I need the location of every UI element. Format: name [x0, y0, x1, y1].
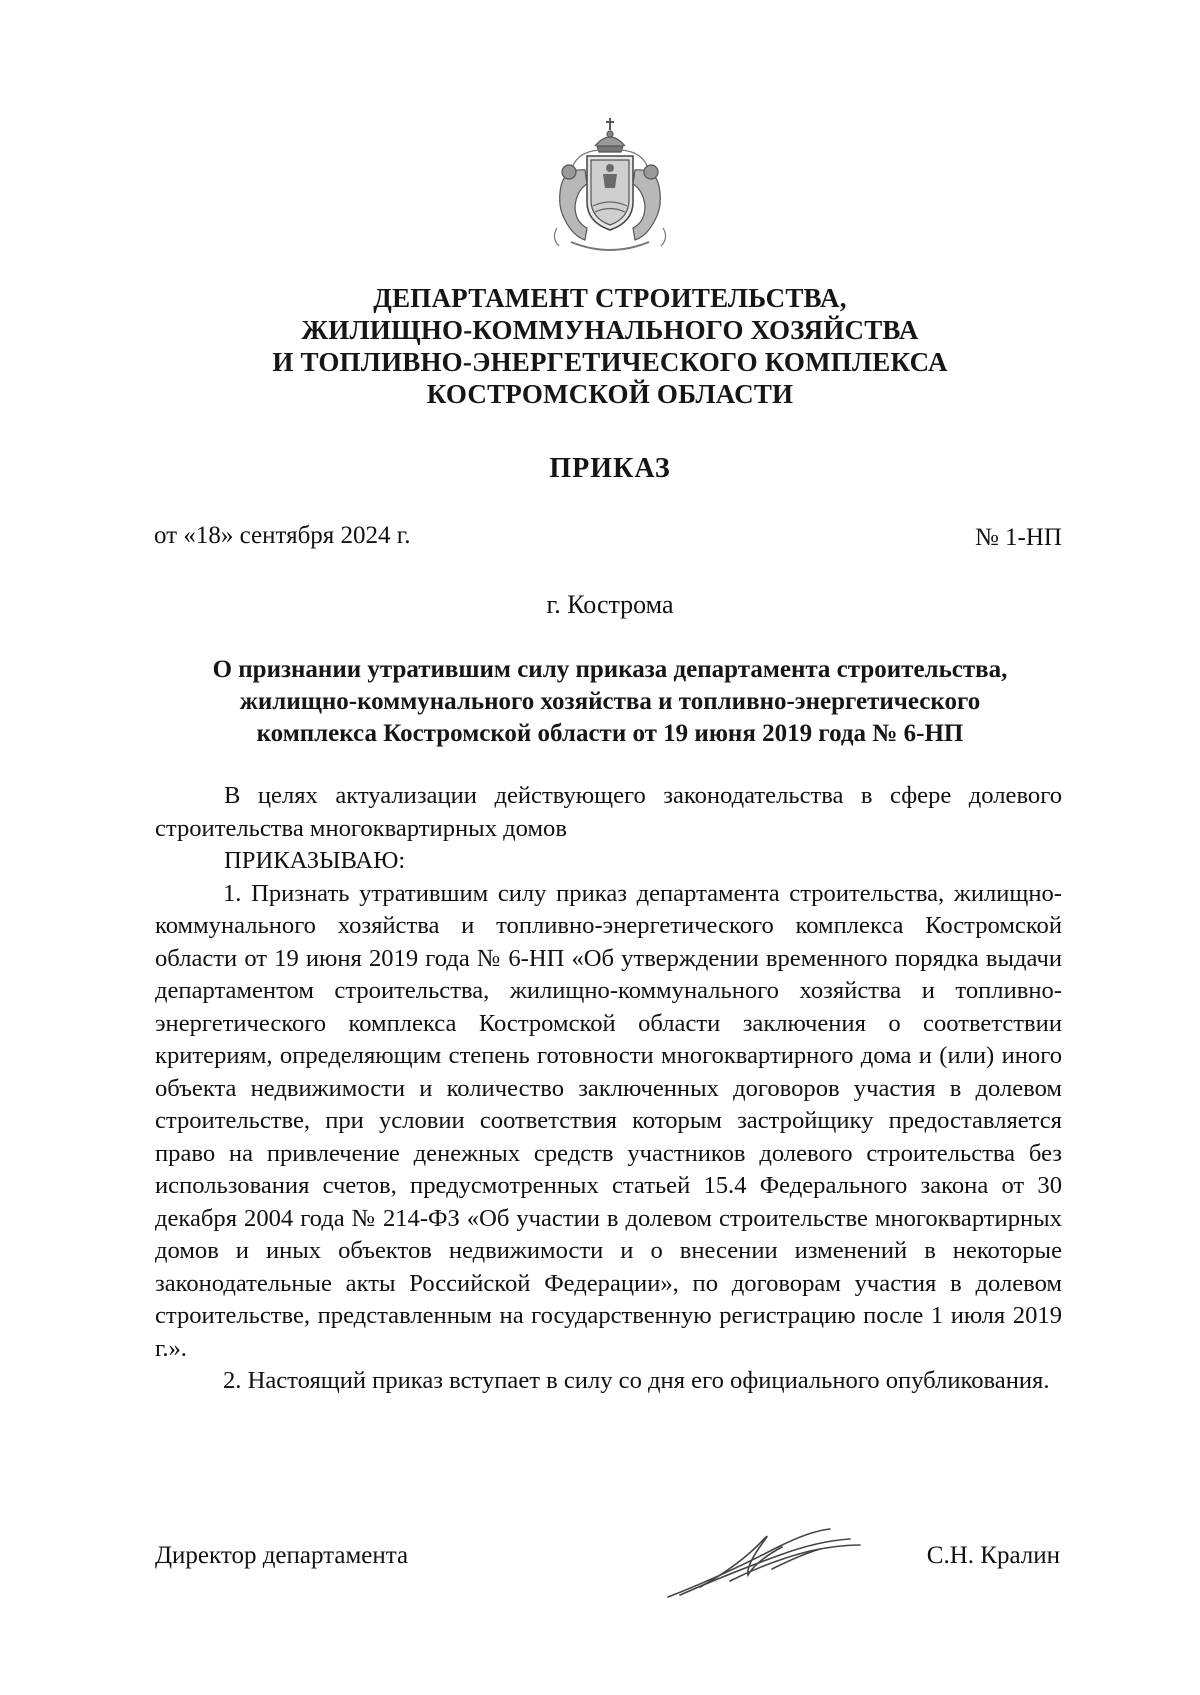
handwritten-signature-icon [660, 1525, 865, 1605]
document-type: ПРИКАЗ [549, 453, 671, 484]
item-2-paragraph: 2. Настоящий приказ вступает в силу со дня его официального опубликования. [223, 1367, 1050, 1394]
signatory-position: Директор департамента [155, 1542, 409, 1569]
item-1-paragraph: 1. Признать утратившим силу приказ департамента строительства, жилищно-коммунального хозяйства и топливно-энергетического комплекса Костромской области от 19 июня 2019 года № 6-НП «Об утверждении временного порядка выдачи департаментом строительства, жилищно-коммунального хозяйства и топливно-энергетического комплекса Костромской области заключения о соответствии критериям, определяющим степень готовности многоквартирного дома и (или) иного объекта недвижимости и количество заключенных договоров участия в долевом строительстве, при условии соответствия которым застройщику предоставляется право на привлечение денежных средств участников долевого строительства без использования счетов, предусмотренных статьей 15.4 Федерального закона от 30 декабря 2004 года № 214-ФЗ «Об участии в долевом строительстве многоквартирных домов и иных объектов недвижимости и о внесении изменений в некоторые законодательные акты Российской Федерации», по договорам участия в долевом строительстве, представленным на государственную регистрацию после 1 июля 2019 г.». [155, 879, 1062, 1362]
document-city: г. Кострома [546, 590, 674, 619]
order-word: ПРИКАЗЫВАЮ: [224, 847, 406, 874]
header-line: КОСТРОМСКОЙ ОБЛАСТИ [426, 379, 794, 409]
document-body [155, 780, 1062, 1398]
intro-paragraph: В целях актуализации действующего законодательства в сфере долевого строительства многоквартирных домов [155, 782, 1062, 842]
coat-of-arms-icon [535, 110, 685, 262]
subject-line: комплекса Костромской области от 19 июня 2019 года № 6-НП [256, 720, 964, 747]
department-header [150, 282, 1070, 410]
subject-line: жилищно-коммунального хозяйства и топливно-энергетического [239, 688, 981, 715]
document-date: от «18» сентября 2024 г. [154, 522, 411, 549]
signatory-name: С.Н. Кралин [926, 1542, 1060, 1569]
header-line: И ТОПЛИВНО-ЭНЕРГЕТИЧЕСКОГО КОМПЛЕКСА [272, 347, 948, 377]
subject-line: О признании утратившим силу приказа департамента строительства, [212, 656, 1008, 683]
document-subject [150, 654, 1070, 750]
document-number: № 1-НП [974, 524, 1062, 551]
header-line: ДЕПАРТАМЕНТ СТРОИТЕЛЬСТВА, [373, 283, 847, 313]
header-line: ЖИЛИЩНО-КОММУНАЛЬНОГО ХОЗЯЙСТВА [301, 315, 919, 345]
